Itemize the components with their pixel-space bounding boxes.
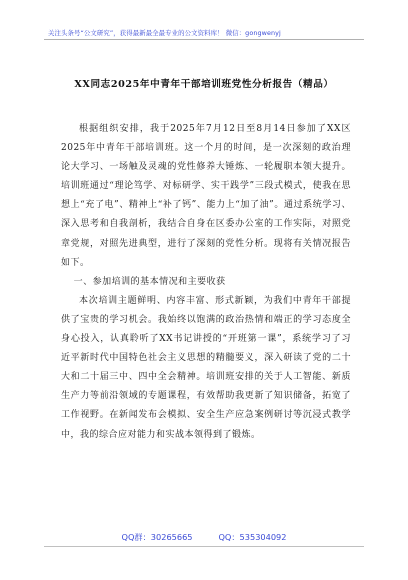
section-heading: 一、参加培训的基本情况和主要收获 <box>73 276 226 287</box>
footer-contact <box>0 532 408 543</box>
paragraph-training: 本次培训主题鲜明、内容丰富、形式新颖，为我们中青年干部提供了宝贵的学习机会。我始终以饱满的政治热情和端正的学习态度全身心投入，认真聆听了XX书记讲授的“开班第一课”，系统学习了习近平新时代中国特色社会主义思想的精髓要义，深入研读了党的二十大和二十届三中、四中全会精神。培训班安排的关于人工智能、新质生产力等前沿领域的专题课程，有效帮助我更新了知识储备，拓宽了工作视野。在新闻发布会模拟、安全生产应急案例研讨等沉浸式教学中，我的综合应对能力和实战本领得到了锻炼。 <box>61 295 351 440</box>
footer-divider <box>44 546 364 547</box>
header-divider <box>44 39 364 40</box>
footer-qq-number: QQ：535304092 <box>218 532 287 542</box>
document-title: XX同志2025年中青年干部培训班党性分析报告（精品） <box>74 79 334 90</box>
document-body <box>61 120 351 445</box>
footer-qq-group: QQ群：30265665 <box>121 532 193 542</box>
paragraph-intro: 根据组织安排，我于2025年7月12日至8月14日参加了XX区2025年中青年干部培训班。这一个月的时间，是一次深刻的政治理论大学习、一场触及灵魂的党性修养大锤炼、一轮履职本领大提升。培训班通过“理论笃学、对标研学、实干践学”三段式模式，使我在思想上“充了电”、精神上“补了钙”、能力上“加了油”。通过系统学习、深入思考和自我剖析，我结合自身在区委办公室的工作实际，对照党章党规，对照先进典型，进行了深刻的党性分析。现将有关情况报告如下。 <box>61 124 351 268</box>
header-promo-note: 关注头条号“公文研究”，获得最新最全最专业的公文资料库！ 微信：gongwenyj <box>48 29 281 37</box>
